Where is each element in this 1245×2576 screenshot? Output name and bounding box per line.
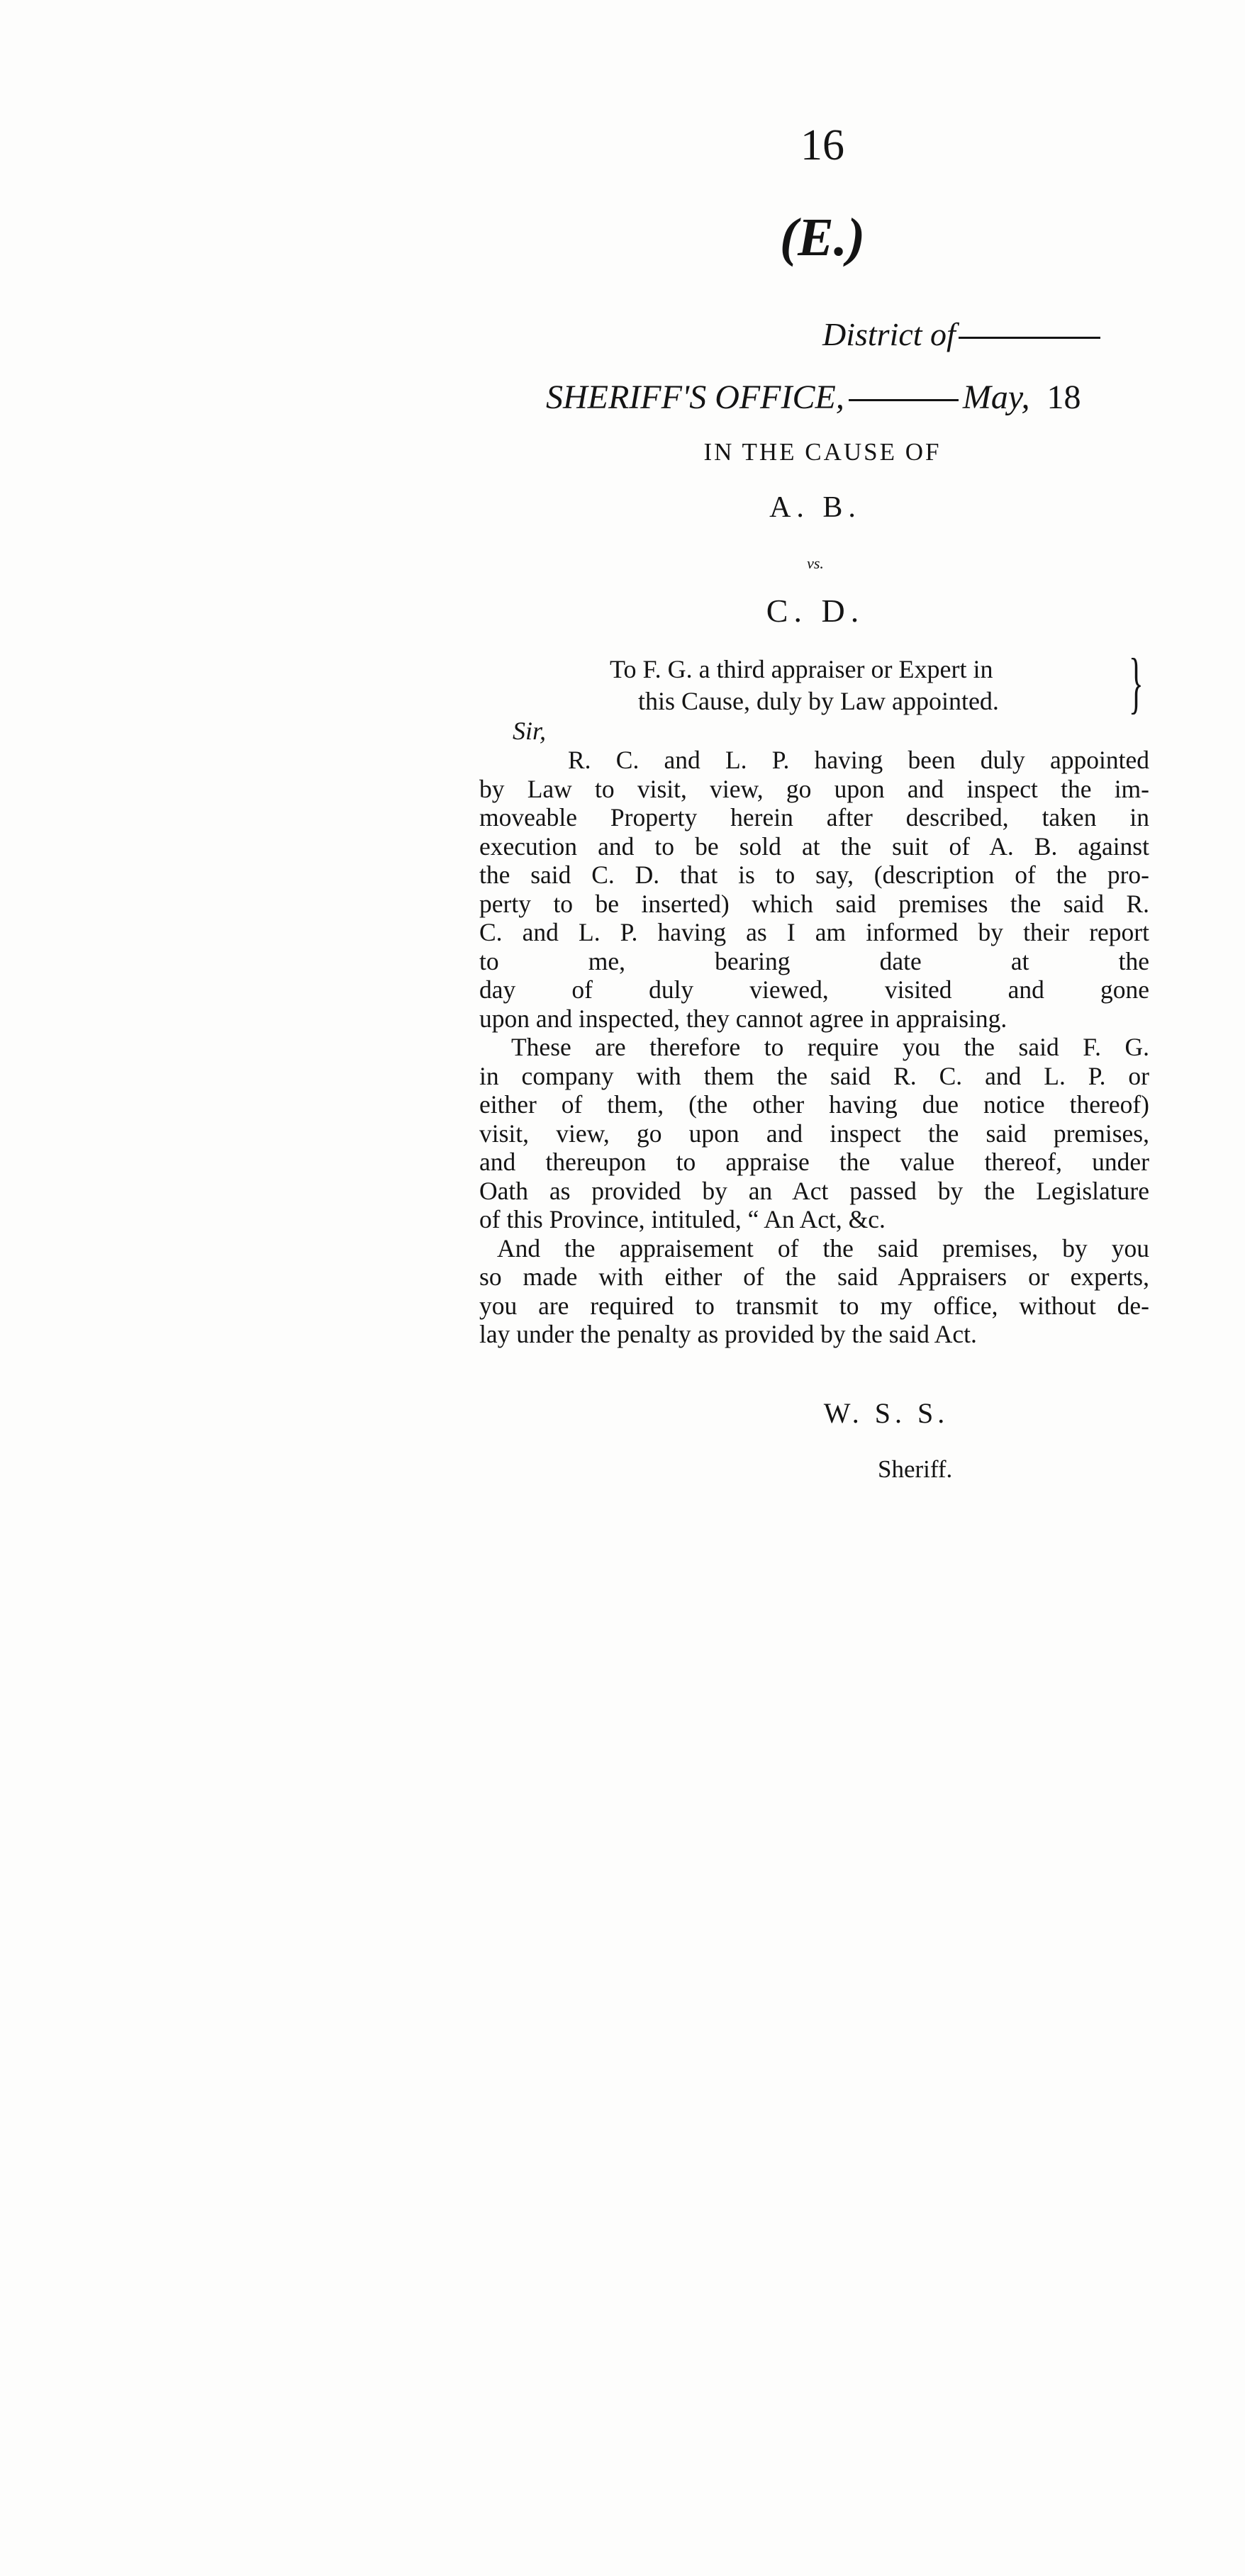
salutation: Sir, — [513, 717, 547, 745]
body-line: the said C. D. that is to say, (description of the pro- — [479, 861, 1149, 889]
body-line: lay under the penalty as provided by the said Act. — [479, 1320, 977, 1348]
body-line: perty to be inserted) which said premises the said R. — [479, 889, 1149, 918]
month: May, — [962, 379, 1030, 416]
plaintiff: A. B. — [769, 491, 861, 524]
body-line: you are required to transmit to my office, without de- — [479, 1291, 1149, 1320]
district-blank-rule — [959, 337, 1100, 339]
body-line: And the appraisement of the said premises, by you — [497, 1233, 1149, 1262]
body-line: moveable Property herein after described, taken in — [479, 803, 1149, 831]
body-line: by Law to visit, view, go upon and inspect the im- — [479, 774, 1149, 803]
body-line: day of duly viewed, visited and gone — [479, 975, 1149, 1004]
cause-heading: IN THE CAUSE OF — [703, 438, 942, 466]
address-line: To F. G. a third appraiser or Expert in — [610, 655, 993, 683]
brace: } — [1129, 644, 1144, 720]
signature-initials: W. S. S. — [823, 1397, 949, 1429]
letter-body — [479, 746, 1149, 1349]
sheriff-office-line — [546, 378, 1184, 417]
body-line: in company with them the said R. C. and L. P. or — [479, 1061, 1149, 1090]
body-line: These are therefore to require you the said F. G. — [511, 1033, 1149, 1061]
address-line: this Cause, duly by Law appointed. — [638, 687, 999, 715]
office-label: SHERIFF'S OFFICE, — [546, 379, 844, 416]
body-line: visit, view, go upon and inspect the said premises, — [479, 1119, 1149, 1148]
page-number: 16 — [800, 121, 844, 169]
body-line: of this Province, intituled, “ An Act, &c. — [479, 1205, 886, 1233]
year-prefix: 18 — [1046, 379, 1081, 416]
body-line: so made with either of the said Appraisers or experts, — [479, 1262, 1149, 1291]
body-line: and thereupon to appraise the value thereof, under — [479, 1148, 1149, 1176]
date-blank-rule — [849, 399, 959, 401]
body-line: either of them, (the other having due notice thereof) — [479, 1090, 1149, 1119]
defendant: C. D. — [766, 593, 865, 629]
versus: vs. — [807, 554, 824, 572]
district-label: District of — [822, 316, 956, 352]
body-line: C. and L. P. having as I am informed by their report — [479, 918, 1149, 946]
body-line: upon and inspected, they cannot agree in appraising. — [479, 1004, 1007, 1033]
body-line: execution and to be sold at the suit of A. B. against — [479, 831, 1149, 861]
district-line — [822, 315, 1156, 353]
body-line: R. C. and L. P. having been duly appointed — [568, 746, 1149, 774]
form-letter: (E.) — [779, 208, 866, 267]
body-line: Oath as provided by an Act passed by the Legislature — [479, 1176, 1149, 1205]
body-line: to me, bearing date at the — [479, 946, 1149, 975]
address-block — [610, 654, 1120, 717]
signature-title: Sheriff. — [878, 1455, 953, 1483]
